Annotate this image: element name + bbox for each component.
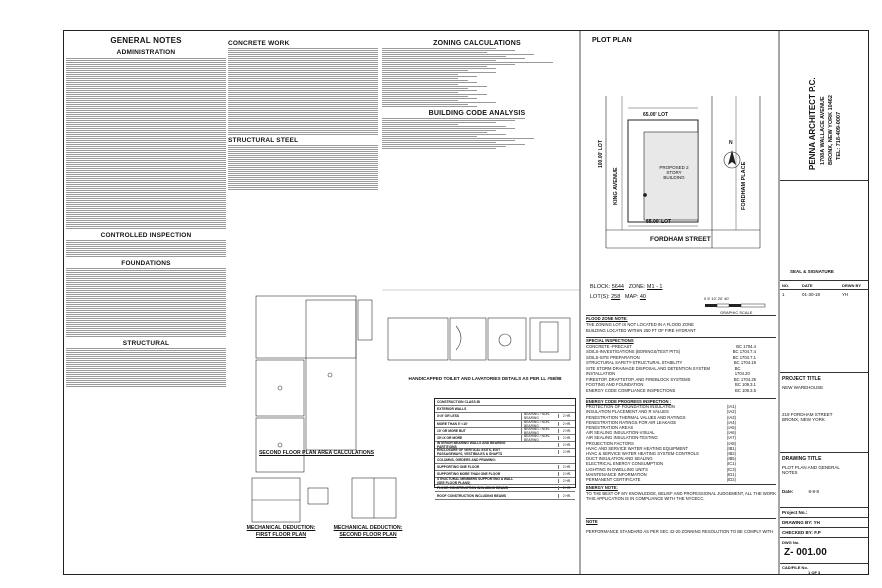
construction-table-cell-c: 2 HR. bbox=[558, 414, 575, 418]
lots-label: LOT(S): bbox=[590, 294, 610, 300]
drawing-title-block bbox=[780, 452, 869, 507]
construction-table-row bbox=[435, 485, 575, 492]
project-title-block bbox=[780, 372, 869, 452]
energy-inspection-name: HVAC & SERVICE WATER HEATING SYSTEM CONTROLS bbox=[586, 451, 699, 457]
energy-inspection-code: (IA1) bbox=[726, 404, 736, 410]
second-floor-area-title: SECOND FLOOR PLAN AREA CALCULATIONS bbox=[258, 450, 375, 456]
energy-inspection-name: HVAC AND SERVICE WATER HEATING EQUIPMENT bbox=[586, 445, 688, 451]
construction-table-cell-a: 10' OR MORE BUT bbox=[437, 428, 466, 433]
special-inspections-title: SPECIAL INSPECTIONS bbox=[586, 338, 634, 343]
checked-label: CHECKED BY: bbox=[782, 530, 813, 535]
energy-note-title: ENERGY NOTE: bbox=[586, 485, 618, 490]
energy-inspection-name: INSULATION PLACEMENT AND R VALUES bbox=[586, 409, 669, 415]
block-zone-info bbox=[590, 282, 700, 302]
block-label: BLOCK: bbox=[590, 284, 611, 290]
special-inspections-list bbox=[586, 344, 776, 394]
construction-table-cell-c: 2 HR. bbox=[558, 450, 575, 454]
special-inspection-name: SOILS-INVESTIGATIONS (BORINGS/TEST PITS) bbox=[586, 349, 681, 354]
checked-value: F.P bbox=[814, 530, 821, 535]
special-inspection-code: BC 1704.19 bbox=[733, 360, 756, 365]
energy-inspection-name: PROTECTION OF FOUNDATION INSULATION bbox=[586, 404, 675, 410]
energy-inspection-name: DUCT INSULATION AND SEALING bbox=[586, 456, 653, 462]
construction-table-row bbox=[435, 399, 575, 406]
construction-table-cell-b: BEARING / NON-BEARING bbox=[521, 434, 558, 442]
construction-class-table bbox=[434, 398, 576, 498]
construction-table-cell-a: INTERIOR BEARING WALLS AND BEARING PARTITIONS bbox=[437, 441, 506, 450]
flood-zone-title: FLOOD ZONE NOTE: bbox=[586, 316, 628, 321]
general-notes-title: GENERAL NOTES bbox=[110, 36, 182, 45]
revision-block bbox=[780, 280, 869, 320]
construction-table-cell-c: 2 HR. bbox=[558, 436, 575, 440]
firm-block bbox=[780, 30, 869, 180]
concrete-work-title: CONCRETE WORK bbox=[228, 40, 290, 47]
controlled-inspection-heading: CONTROLLED INSPECTION bbox=[100, 232, 192, 239]
note-title: NOTE bbox=[586, 519, 598, 524]
construction-table-cell-c: 2 HR. bbox=[558, 429, 575, 433]
special-inspection-name: FIRESTOP, DRAFTSTOP, AND FIREBLOCK SYSTEMS bbox=[586, 376, 691, 382]
plot-lot-top: 65.00' LOT bbox=[643, 112, 669, 118]
energy-inspection-item bbox=[586, 477, 776, 482]
energy-inspection-name: LIGHTING IN DWELLING UNITS bbox=[586, 466, 648, 472]
special-inspection-code: BC 1704.20 bbox=[734, 365, 750, 376]
second-floor-area-drawing bbox=[256, 296, 372, 472]
seal-label: SEAL & SIGNATURE bbox=[790, 269, 834, 274]
energy-inspection-code: (IB2) bbox=[726, 451, 736, 457]
address-line1: 219 FORDHAM STREET bbox=[782, 412, 833, 417]
sheet-number: 1 OF 3 bbox=[808, 570, 821, 575]
zone-value: M1 - 1 bbox=[646, 284, 663, 290]
construction-table-cell-b: BEARING / NON-BEARING bbox=[521, 412, 558, 420]
drawn-label: DRAWING BY: bbox=[782, 520, 813, 525]
administration-heading: ADMINISTRATION bbox=[116, 49, 176, 56]
energy-inspection-name: FENESTRATION AREAS bbox=[586, 425, 634, 431]
energy-inspection-name: FENESTRATION THERMAL VALUES AND RATINGS bbox=[586, 414, 686, 420]
construction-table-cell-b: BEARING / NON-BEARING bbox=[521, 427, 558, 435]
special-inspection-code: BC 1704.7.1 bbox=[732, 354, 756, 360]
address-line2: BRONX, NEW YORK bbox=[782, 417, 825, 422]
rev-drwn: YH bbox=[842, 291, 849, 297]
special-inspections bbox=[586, 337, 776, 393]
street-fordham-street: FORDHAM STREET bbox=[650, 236, 711, 243]
construction-table-row bbox=[435, 478, 575, 485]
energy-inspection-name: MAINTENANCE INFORMATION bbox=[586, 471, 647, 477]
rev-no: 1 bbox=[782, 291, 785, 297]
block-value: 5644 bbox=[611, 284, 624, 290]
mechanical-second-title: MECHANICAL DEDUCTION: SECOND FLOOR PLAN bbox=[333, 525, 403, 538]
structural-steel-title: STRUCTURAL STEEL bbox=[228, 137, 299, 144]
project-title: NEW WAREHOUSE bbox=[782, 385, 824, 390]
energy-inspection-code: (ID2) bbox=[726, 477, 736, 483]
dwg-no-label: DWG No. bbox=[782, 540, 800, 545]
construction-table-cell-a: SUPPORTING MORE THAN ONE FLOOR bbox=[437, 471, 501, 476]
firm-name: PENNA ARCHITECT P.C. bbox=[808, 77, 817, 170]
drawing-title1: PLOT PLAN AND GENERAL bbox=[782, 465, 840, 470]
energy-note-text: TO THE BEST OF MY KNOWLEDGE, BELIEF AND PROFESSIONAL JUDGEMENT, ALL THE WORK THIS APPLICATION IS IN COMPLIANCE WITH THE NYCECC. bbox=[586, 490, 776, 501]
north-arrow-icon bbox=[724, 150, 740, 168]
lots-value: 258 bbox=[611, 294, 621, 300]
energy-inspection-code: (IC1) bbox=[726, 461, 736, 467]
construction-table-cell-c: 2 HR. bbox=[558, 494, 575, 498]
construction-table-cell-a: 30'<X OR MORE bbox=[437, 436, 463, 441]
construction-table-row bbox=[435, 492, 575, 499]
seal-area bbox=[780, 180, 869, 280]
construction-table-cell-c: 2 HR. bbox=[558, 486, 575, 490]
construction-table-cell-a: ENCLOSURE OF VERTICAL EXITS, EXIT PASSAGEWAYS, VESTIBULES & SHAFTS bbox=[437, 448, 503, 457]
rev-header-drwn: DRWN BY bbox=[842, 282, 862, 288]
mechanical-deduction-drawings bbox=[252, 478, 396, 522]
drawing-title2: NOTES bbox=[782, 470, 798, 475]
special-inspection-code: BC 1704.4 bbox=[736, 343, 756, 349]
zone-label: ZONE: bbox=[628, 284, 646, 290]
handicapped-toilet-drawing bbox=[388, 318, 570, 360]
map-value: 40 bbox=[639, 294, 646, 300]
construction-table-cell-a: EXTERIOR WALLS bbox=[437, 407, 467, 412]
special-inspection-code: BC 109.3.5 bbox=[735, 387, 756, 393]
special-inspection-name: STRUCTURAL SAFETY-STRUCTURAL STABILITY bbox=[586, 360, 683, 365]
firm-phone: TEL: 718-409-0007 bbox=[836, 112, 842, 160]
plot-lot-bottom: 65.00' LOT bbox=[646, 219, 672, 225]
mechanical-first-title: MECHANICAL DEDUCTION: FIRST FLOOR PLAN bbox=[246, 525, 316, 538]
energy-inspection-code: (IB1) bbox=[726, 445, 736, 451]
energy-inspection-name: AIR SEALING INSULATION-VISUAL bbox=[586, 430, 655, 436]
construction-table-cell-a: STRUCTURAL MEMBERS SUPPORTING A WALL (SEE FLOOR PLANS) bbox=[437, 477, 514, 486]
dwg-no-row bbox=[780, 537, 869, 563]
energy-inspection-name: PROJECTION FACTORS bbox=[586, 440, 634, 446]
construction-table-row bbox=[435, 457, 575, 464]
zoning-calculations-title: ZONING CALCULATIONS bbox=[433, 40, 521, 47]
date-label: Date: bbox=[782, 489, 794, 494]
special-inspection-code: BC 1704.25 bbox=[733, 376, 756, 382]
project-no-row bbox=[780, 507, 869, 517]
project-no-label: Project No.: bbox=[782, 510, 808, 515]
special-inspection-name: SOILS-SITE PREPARATION bbox=[586, 354, 640, 360]
date-value: 8-8-8 bbox=[808, 489, 820, 494]
cad-label: CAD/FILE No. bbox=[782, 565, 808, 570]
checked-by-row bbox=[780, 527, 869, 537]
cad-row bbox=[780, 563, 869, 575]
firm-address2: BRONX, NEW YORK 10462 bbox=[828, 95, 834, 165]
energy-inspection-code: (IB5) bbox=[726, 456, 736, 462]
map-label: MAP: bbox=[624, 294, 639, 300]
construction-table-cell-c: 2 HR. bbox=[558, 422, 575, 426]
structural-heading: STRUCTURAL bbox=[122, 340, 170, 347]
construction-table-cell-c: 2 HR. bbox=[558, 443, 575, 447]
special-inspection-code: BC 109.3.1 bbox=[735, 382, 756, 387]
project-title-label: PROJECT TITLE bbox=[782, 376, 821, 382]
special-inspection-item bbox=[586, 388, 776, 394]
plot-lot-side: 100.00' LOT bbox=[598, 140, 604, 168]
construction-table-cell-a: X<5' OR LESS bbox=[437, 414, 460, 419]
street-fordham-place: FORDHAM PLACE bbox=[741, 161, 747, 210]
construction-table-cell-c: 2 HR. bbox=[558, 465, 575, 469]
drawing-title-label: DRAWING TITLE bbox=[782, 456, 822, 462]
flood-zone-text2: BUILDING LOCATED WITHIN 250 FT OF FIRE HYDRANT bbox=[586, 327, 696, 333]
construction-table-row bbox=[435, 464, 575, 471]
energy-inspection-code: (IA5) bbox=[726, 425, 736, 431]
construction-table-cell-b: BEARING / NON-BEARING bbox=[521, 420, 558, 428]
energy-inspection-code: (IA4) bbox=[726, 419, 736, 425]
graphic-scale-bar bbox=[705, 304, 765, 307]
energy-inspection-code: (IA3) bbox=[726, 414, 736, 420]
construction-table-cell-a: COLUMNS, GIRDERS AND FRAMING: bbox=[437, 457, 496, 462]
energy-inspection-code: (IA6) bbox=[726, 430, 736, 436]
construction-table-row bbox=[435, 449, 575, 456]
drawn-by-row bbox=[780, 517, 869, 527]
energy-inspections-list bbox=[586, 404, 776, 482]
special-inspection-code: BC 1704.7.4 bbox=[732, 349, 756, 354]
energy-inspections bbox=[586, 398, 776, 482]
construction-table-cell-c: 2 HR. bbox=[558, 472, 575, 476]
construction-table-cell-c: 2 HR. bbox=[558, 479, 575, 483]
drawn-value: YH bbox=[813, 520, 820, 525]
energy-inspection-code: (IA2) bbox=[726, 409, 736, 415]
firm-address1: 1708A WALLACE AVENUE bbox=[820, 96, 826, 165]
graphic-scale-label: GRAPHIC SCALE bbox=[720, 310, 753, 315]
rev-date: 01-30-18 bbox=[802, 291, 821, 297]
energy-inspections-title: ENERGY CODE PROGRESS INSPECTION : bbox=[586, 399, 672, 404]
plot-plan-title: PLOT PLAN bbox=[592, 37, 632, 44]
energy-inspection-code: (IA8) bbox=[726, 440, 736, 446]
title-block bbox=[780, 30, 869, 575]
note-text: PERFORMANCE STANDARD AS PER SEC 42-20 ZONNING RESOLUTION TO BE COMPLY WITH bbox=[586, 528, 774, 534]
special-inspection-name: ENERGY CODE COMPLIANCE INSPECTIONS bbox=[586, 387, 676, 393]
energy-inspection-name: FENESTRATION RATINGS FOR AIR LEAKAGE bbox=[586, 419, 677, 425]
energy-inspection-name: AIR SEALING INSULATION-TESTING bbox=[586, 435, 658, 441]
energy-inspection-code: (IA7) bbox=[726, 435, 736, 441]
construction-table-cell-a: CONSTRUCTION CLASS IB bbox=[437, 400, 480, 405]
flood-zone-text1: THE ZONING LOT IS NOT LOCATED IN A FLOOD ZONE bbox=[586, 321, 694, 327]
special-inspection-item bbox=[586, 366, 776, 377]
energy-inspection-code: (ID1) bbox=[726, 471, 736, 477]
scale-label: 0 5' 10' 20' 40' bbox=[704, 296, 730, 301]
dwg-no: Z- 001.00 bbox=[784, 547, 827, 558]
street-king-avenue: KING AVENUE bbox=[613, 167, 619, 205]
energy-note bbox=[586, 484, 776, 502]
special-inspection-name: SITE STORM DRAINAGE DISPOSAL AND DETENTION SYSTEM INSTALLATION bbox=[586, 365, 711, 376]
energy-inspection-name: ELECTRICAL ENERGY CONSUMPTION bbox=[586, 461, 664, 467]
north-label: N bbox=[729, 140, 733, 146]
performance-note bbox=[586, 518, 776, 534]
building-code-title: BUILDING CODE ANALYSIS bbox=[428, 110, 526, 117]
flood-zone-note bbox=[586, 315, 776, 333]
rev-header-no: NO. bbox=[782, 282, 790, 288]
construction-table-cell-a: ROOF CONSTRUCTION INCLUDING BEAMS bbox=[437, 493, 507, 498]
construction-table-cell-a: MORE THAN 5' <10' bbox=[437, 421, 468, 426]
handicapped-title: HANDICAPPED TOILET AND LAVATORIES DETAILS AS PER LL #58/88 bbox=[408, 376, 562, 381]
energy-inspection-code: (IC3) bbox=[726, 466, 736, 472]
energy-inspection-name: PERMANENT CERTIFICATE bbox=[586, 477, 641, 483]
special-inspection-name: FOOTING AND FOUNDATION bbox=[586, 382, 644, 387]
construction-table-cell-a: SUPPORTING ONE FLOOR bbox=[437, 464, 480, 469]
rev-header-date: DATE bbox=[802, 282, 813, 288]
plot-proposed-label: PROPOSED 2 STORY BUILDING bbox=[659, 165, 689, 180]
construction-table-cell-a: FLOOR CONSTRUCTION INCLUDING BEAMS bbox=[437, 486, 509, 491]
foundations-heading: FOUNDATIONS bbox=[121, 260, 171, 267]
special-inspection-name: CONCRETE -PRECAST bbox=[586, 343, 632, 349]
